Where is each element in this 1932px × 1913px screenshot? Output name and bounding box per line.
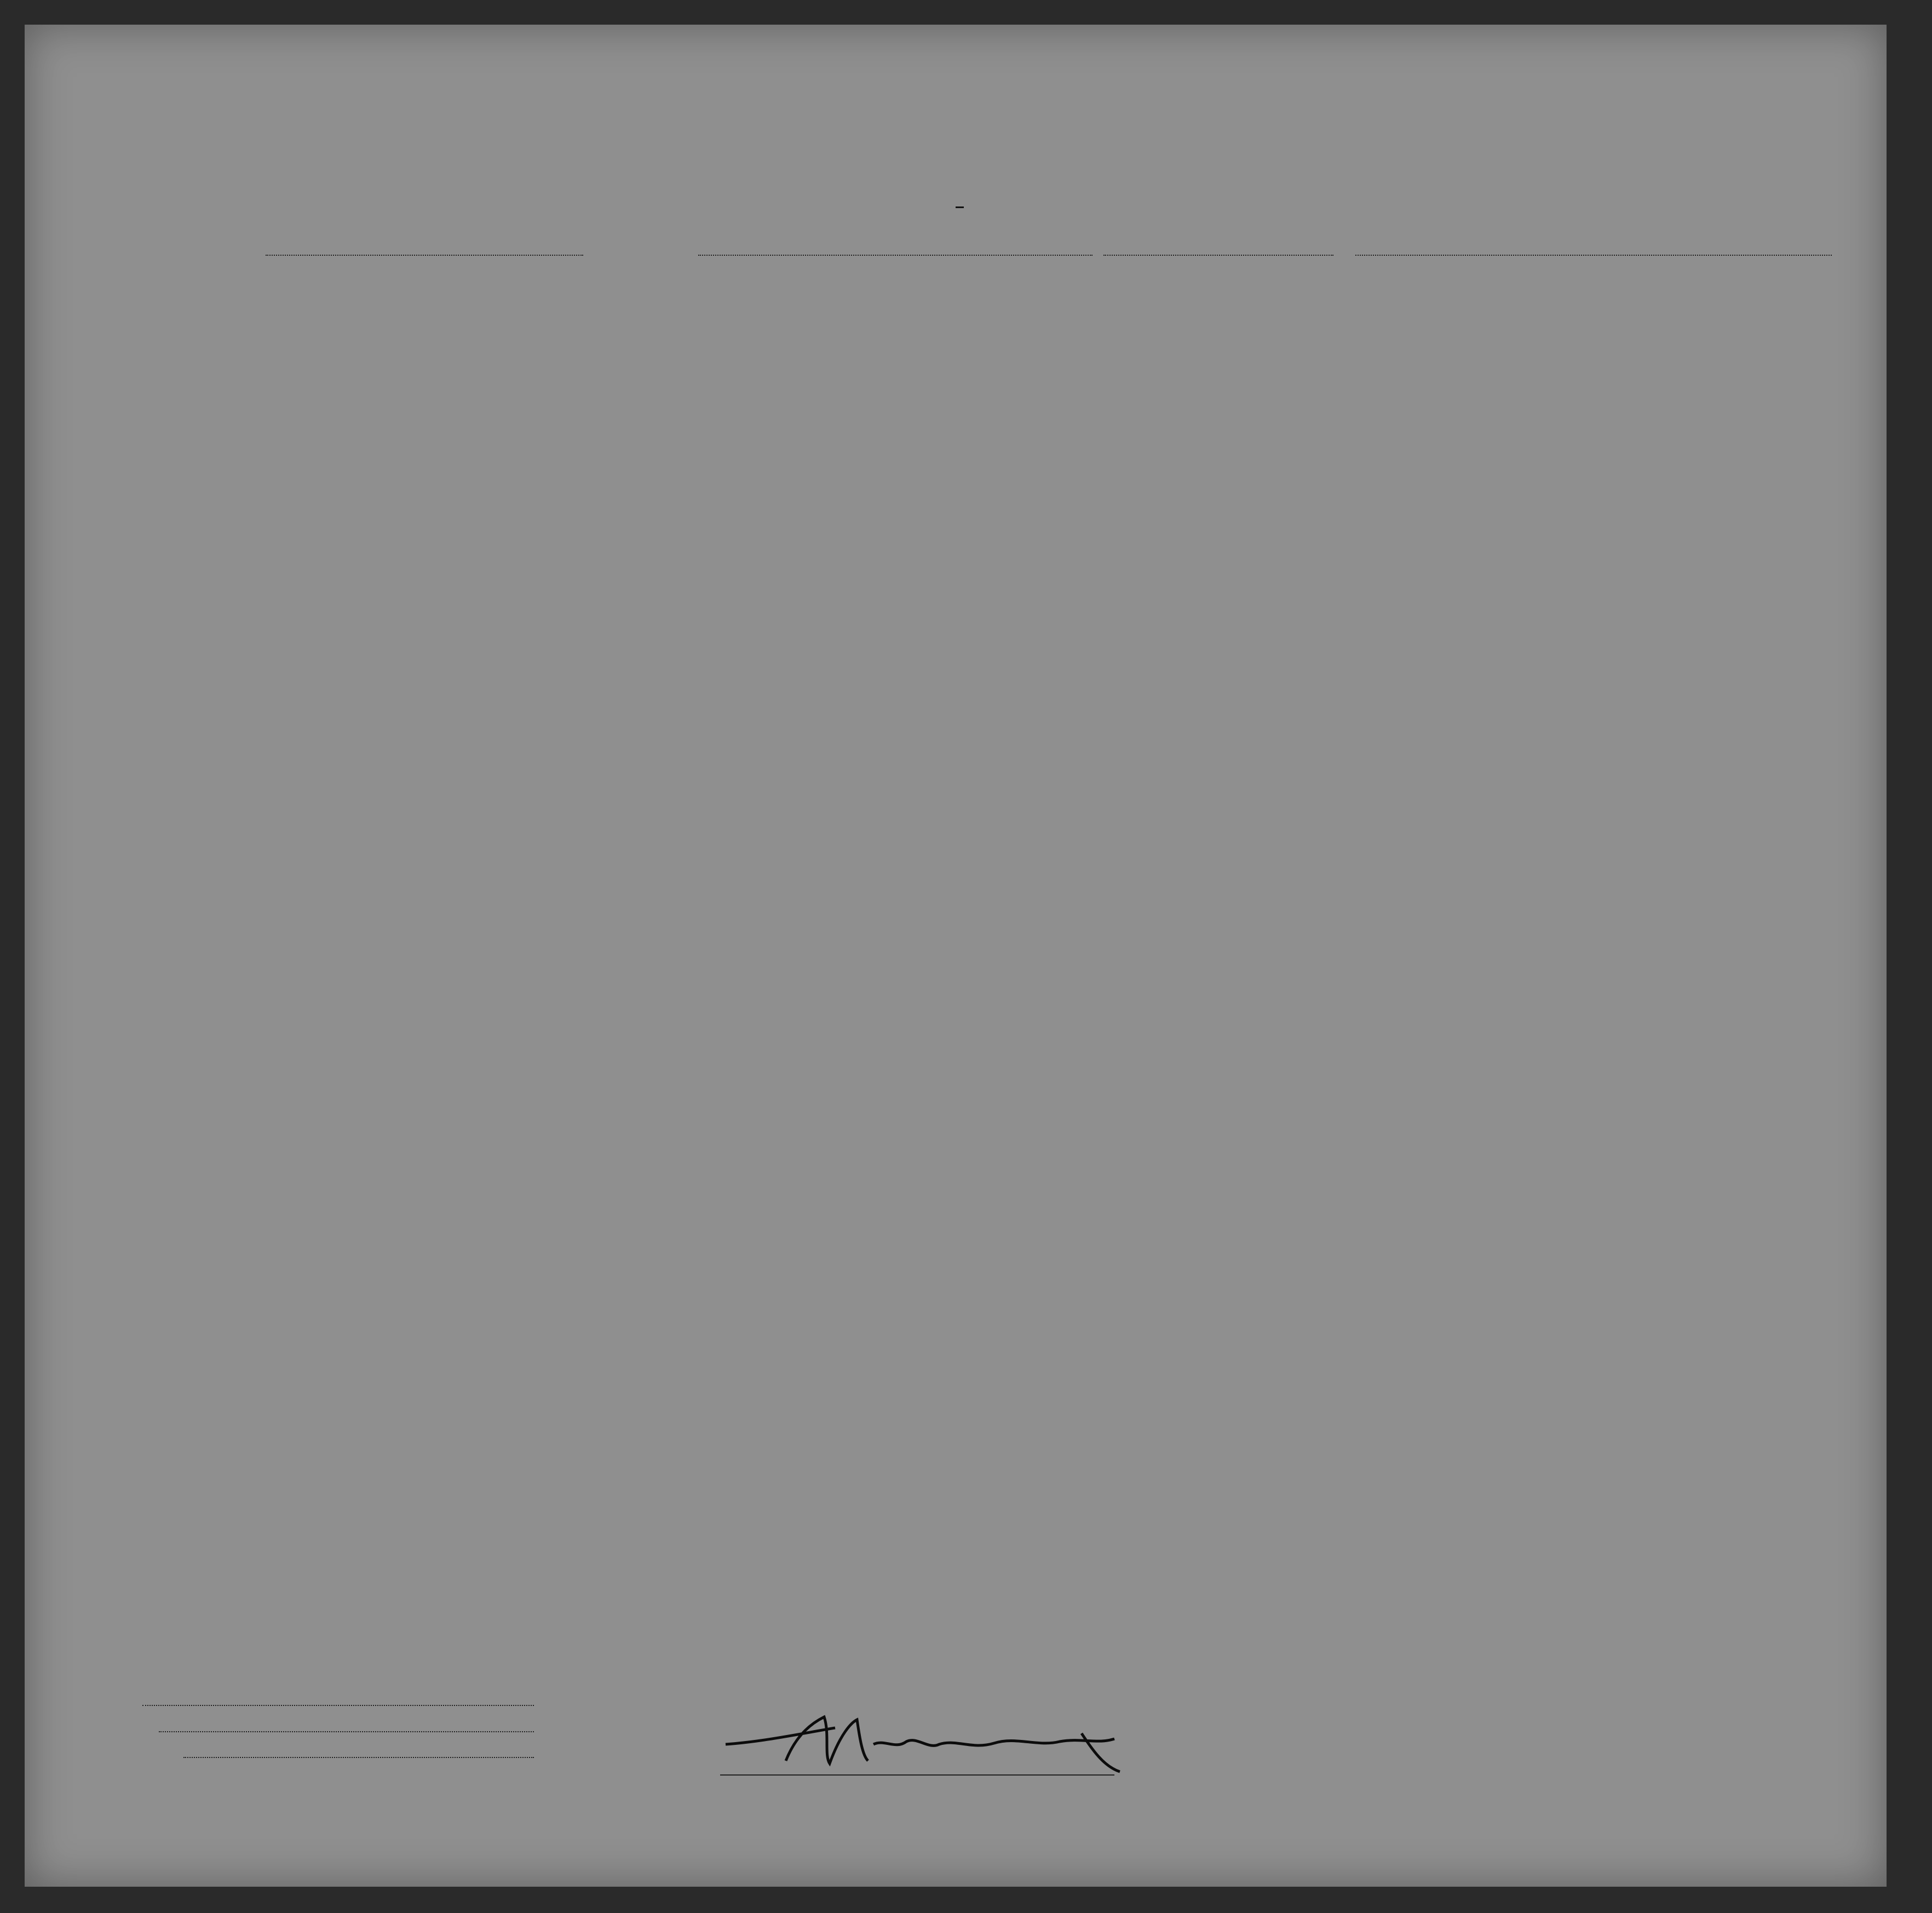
col-head-family-name	[177, 353, 355, 375]
col-head-service	[560, 293, 623, 375]
inspector-signature	[720, 1711, 1136, 1777]
col-head-read	[976, 293, 1028, 375]
col-head-position	[623, 293, 749, 359]
col-head-action	[1706, 293, 1826, 326]
col-head-remarks-note	[1531, 312, 1700, 372]
line-blank	[142, 1705, 534, 1706]
arriving-blank	[698, 255, 1092, 256]
voyage-line	[205, 233, 1848, 266]
vessel-blank	[266, 255, 583, 256]
col-head-marks	[1410, 293, 1525, 375]
col-head-weight	[1358, 293, 1410, 375]
col-head-age	[1028, 293, 1062, 375]
col-head-sex	[1062, 293, 1109, 375]
manifest-sheet	[25, 25, 1887, 1887]
col-head-where	[837, 353, 922, 375]
col-head-name	[177, 298, 560, 320]
col-head-when	[749, 353, 837, 375]
from-blank	[1355, 255, 1832, 256]
col-head-action-note	[1711, 326, 1821, 370]
col-head-height	[1306, 293, 1358, 375]
owners-blank	[159, 1731, 534, 1732]
signature-line	[720, 1774, 1114, 1776]
col-head-no	[90, 293, 112, 375]
col-head-prev-voyage	[117, 282, 171, 381]
date-blank	[1103, 255, 1333, 256]
col-head-given-name	[355, 353, 560, 375]
col-head-race	[1109, 293, 1208, 375]
arrival-date-stamp	[956, 206, 964, 208]
col-head-remarks	[1525, 296, 1706, 312]
local-agents-blank	[183, 1757, 534, 1758]
col-head-shipped	[749, 298, 922, 320]
col-head-discharged	[922, 288, 976, 381]
col-head-nationality	[1208, 293, 1306, 375]
